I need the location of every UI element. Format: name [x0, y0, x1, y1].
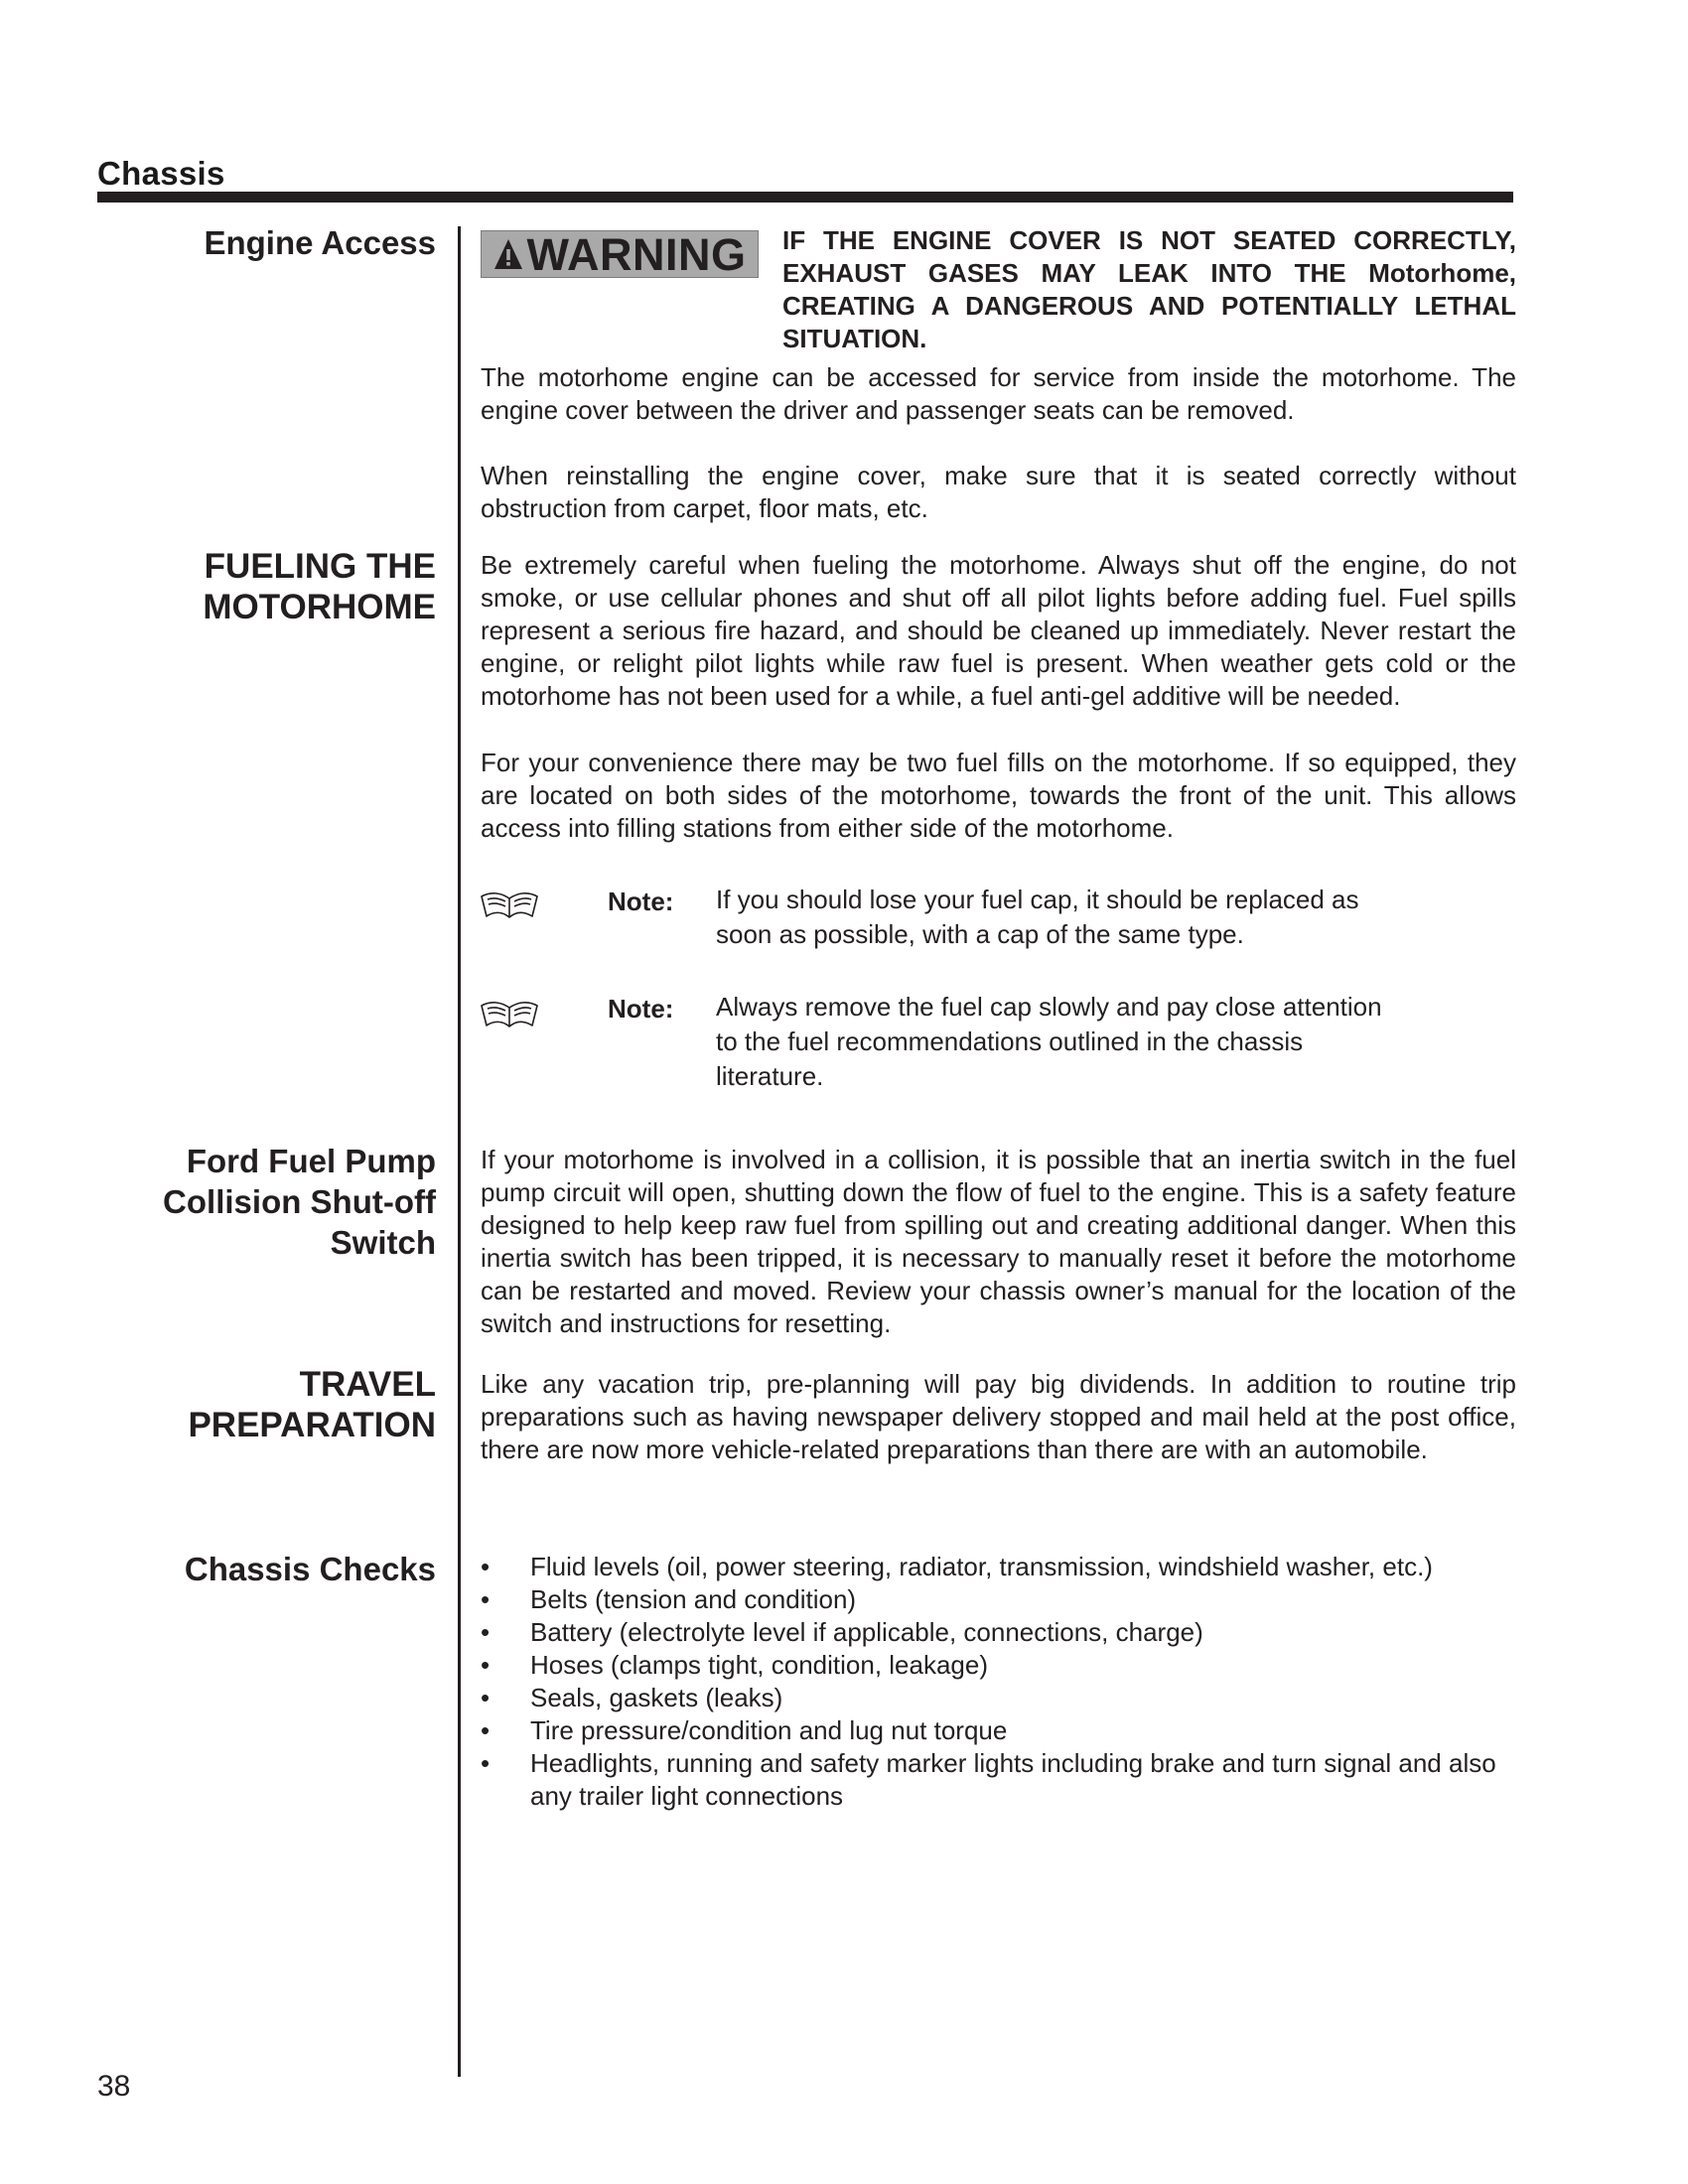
travel-preparation-paragraph: Like any vacation trip, pre-planning will pay big dividends. In addition to routine trip preparations such as having newspaper delivery stopped and mail held at the post office, there are now more vehicle-related preparations than there are with an automobile. — [481, 1369, 1516, 1464]
travel-preparation-heading — [188, 1364, 436, 1445]
open-book-icon — [479, 887, 540, 920]
chassis-checks-heading: Chassis Checks — [184, 1551, 436, 1587]
warning-text: IF THE ENGINE COVER IS NOT SEATED CORRECTLY, EXHAUST GASES MAY LEAK INTO THE Motorhome, CREATING A DANGEROUS AND POTENTIALLY LETHAL SITUATION. — [782, 225, 1516, 353]
engine-access-paragraph-2: When reinstalling the engine cover, make sure that it is seated correctly without obstruction from carpet, floor mats, etc. — [481, 461, 1516, 523]
list-item-text: Headlights, running and safety marker lights including brake and turn signal and also any trailer light connections — [530, 1748, 1496, 1811]
list-item-text: Seals, gaskets (leaks) — [530, 1683, 783, 1712]
bullet: • — [481, 1552, 491, 1581]
bullet: • — [481, 1715, 491, 1745]
ford-heading-line-3: Switch — [330, 1224, 436, 1261]
note-2-line-1: Always remove the fuel cap slowly and pay close attention — [716, 992, 1382, 1022]
list-item-text: Battery (electrolyte level if applicable, connections, charge) — [530, 1617, 1203, 1647]
list-item — [481, 1682, 1516, 1714]
list-item-text: Fluid levels (oil, power steering, radiator, transmission, windshield washer, etc.) — [530, 1552, 1433, 1581]
note-1-label: Note: — [608, 887, 674, 916]
fueling-heading — [203, 546, 436, 627]
ford-fuel-pump-paragraph: If your motorhome is involved in a collision, it is possible that an inertia switch in the fuel pump circuit will open, shutting down the flow of fuel to the engine. This is a safety feature designed to help keep raw fuel from spilling out and creating additional danger. When this inertia switch has been tripped, it is necessary to manually reset it before the motorhome can be restarted and moved. Review your chassis owner’s manual for the location of the switch and instructions for resetting. — [481, 1145, 1516, 1338]
note-1-text — [712, 883, 1427, 952]
fueling-heading-line-1: FUELING THE — [204, 547, 436, 586]
note-2-line-3: literature. — [716, 1061, 824, 1091]
ford-heading-line-2: Collision Shut-off — [163, 1183, 436, 1220]
list-item — [481, 1649, 1516, 1682]
list-item-text: Belts (tension and condition) — [530, 1584, 857, 1614]
bullet: • — [481, 1617, 491, 1647]
list-item — [481, 1616, 1516, 1649]
engine-access-heading: Engine Access — [204, 224, 436, 261]
travel-heading-line-1: TRAVEL — [299, 1365, 436, 1404]
engine-access-paragraph-1: The motorhome engine can be accessed for service from inside the motorhome. The engine cover between the driver and passenger seats can be removed. — [481, 362, 1516, 425]
list-item — [481, 1747, 1516, 1813]
open-book-icon — [479, 996, 540, 1029]
fueling-heading-line-2: MOTORHOME — [203, 588, 436, 626]
warning-label: WARNING — [526, 228, 747, 280]
note-1-line-2: soon as possible, with a cap of the same type. — [716, 919, 1244, 949]
warning-badge — [481, 230, 759, 278]
list-item-text: Hoses (clamps tight, condition, leakage) — [530, 1650, 989, 1680]
list-item — [481, 1551, 1516, 1583]
ford-fuel-pump-heading — [163, 1141, 436, 1263]
page-number: 38 — [97, 2070, 131, 2103]
bullet: • — [481, 1748, 491, 1778]
title-rule — [97, 192, 1513, 203]
list-item — [481, 1714, 1516, 1747]
bullet: • — [481, 1584, 491, 1614]
note-2-text — [712, 990, 1427, 1094]
bullet: • — [481, 1650, 491, 1680]
column-divider — [458, 226, 461, 2077]
note-2-line-2: to the fuel recommendations outlined in the chassis — [716, 1026, 1304, 1056]
note-1-line-1: If you should lose your fuel cap, it should be replaced as — [716, 885, 1359, 914]
section-title: Chassis — [97, 155, 225, 192]
note-2-label: Note: — [608, 994, 674, 1024]
fueling-paragraph-1: Be extremely careful when fueling the motorhome. Always shut off the engine, do not smoke, or use cellular phones and shut off all pilot lights before adding fuel. Fuel spills represent a serious fire hazard, and should be cleaned up immediately. Never restart the engine, or relight pilot lights while raw fuel is present. When weather gets cold or the motorhome has not been used for a while, a fuel anti-gel additive will be needed. — [481, 550, 1516, 711]
list-item — [481, 1583, 1516, 1616]
travel-heading-line-2: PREPARATION — [188, 1406, 436, 1444]
chassis-checks-list — [481, 1551, 1516, 1813]
bullet: • — [481, 1683, 491, 1712]
warning-triangle-icon — [493, 237, 523, 271]
list-item-text: Tire pressure/condition and lug nut torque — [530, 1715, 1008, 1745]
fueling-paragraph-2: For your convenience there may be two fuel fills on the motorhome. If so equipped, they are located on both sides of the motorhome, towards the front of the unit. This allows access into filling stations from either side of the motorhome. — [481, 748, 1516, 843]
ford-heading-line-1: Ford Fuel Pump — [186, 1143, 436, 1179]
